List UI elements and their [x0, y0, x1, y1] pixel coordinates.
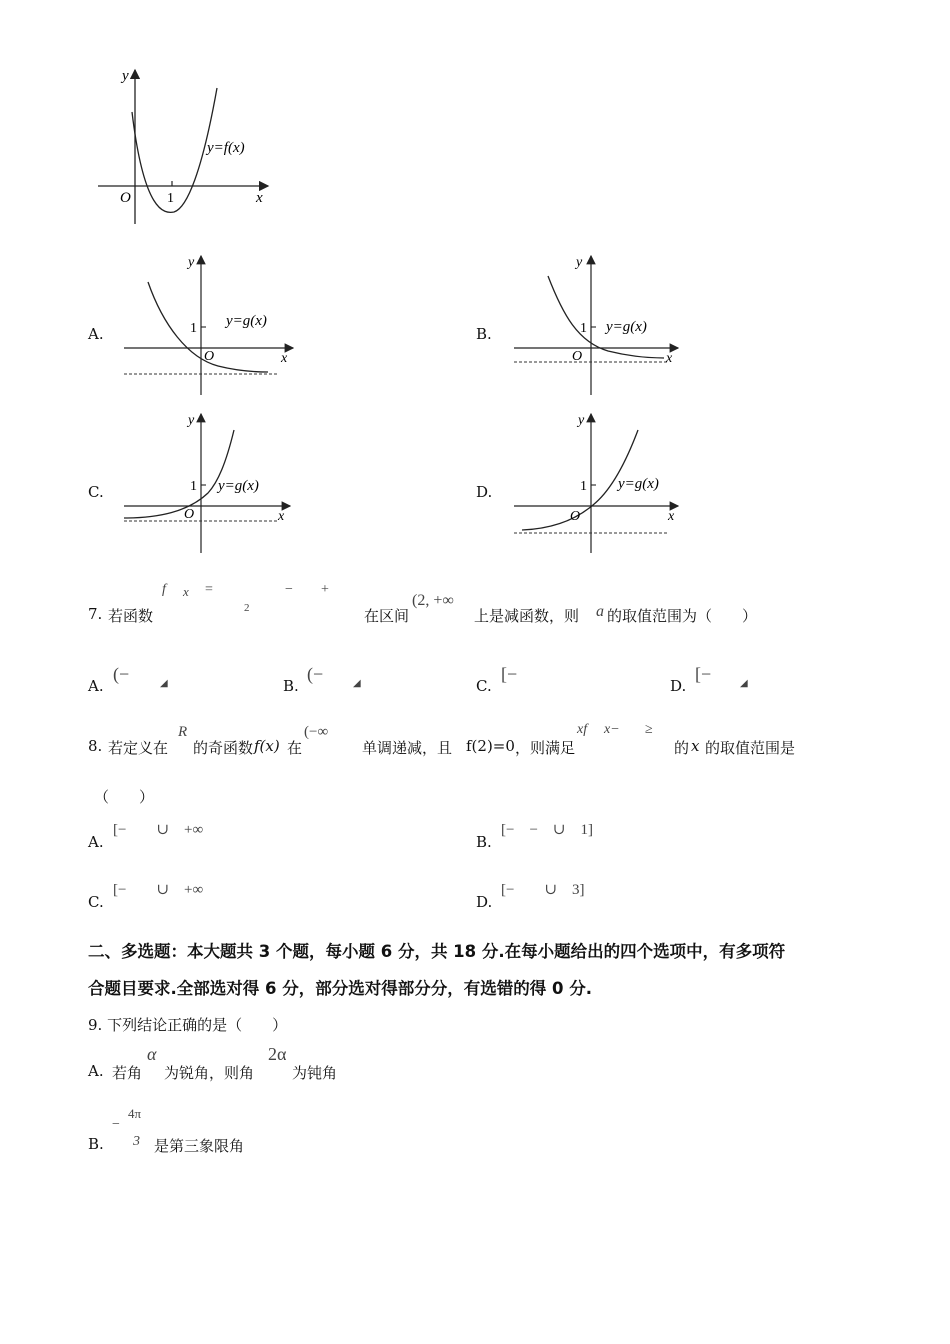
q7-mid: 在区间	[364, 607, 410, 625]
q9-option-a-mid: 为锐角，则角	[164, 1064, 255, 1082]
graph-option-d[interactable]	[508, 408, 688, 558]
curve-f	[132, 88, 217, 212]
x-label: x	[278, 509, 285, 524]
q8-x: x	[691, 737, 700, 755]
graph-option-a[interactable]	[118, 250, 298, 400]
q7-option-d-expr: [−	[695, 664, 712, 684]
q7-option-d-mark: ◢	[740, 678, 748, 689]
q9-option-a-letter[interactable]: A.	[88, 1062, 104, 1080]
q9-b-den: 3	[133, 1134, 140, 1149]
curve-label: y=g(x)	[218, 478, 259, 494]
y-label: y	[578, 413, 585, 428]
curve-label: y=f(x)	[207, 140, 245, 156]
origin-label: O	[204, 349, 215, 364]
x-label: x	[281, 351, 288, 366]
q7-option-a-expr: (−	[113, 664, 130, 684]
origin-label: O	[120, 190, 131, 206]
q9-alpha: α	[147, 1044, 157, 1064]
section-2-heading-line2: 合题目要求.全部选对得 6 分，部分选对得部分分，有选错的得 0 分.	[88, 979, 592, 998]
origin-label: O	[184, 507, 195, 522]
q7-option-d-letter[interactable]: D.	[670, 677, 687, 695]
x-label: x	[666, 351, 673, 366]
q9-option-a-pre: 若角	[112, 1064, 143, 1082]
q8-ineq-c: ≥	[645, 722, 653, 737]
q9-b-minus: −	[112, 1117, 120, 1132]
q8-number: 8.	[88, 737, 103, 755]
q7-option-c-expr: [−	[501, 664, 518, 684]
q7-two: 2	[244, 602, 250, 614]
y-label: y	[188, 255, 195, 270]
x-label: x	[668, 509, 675, 524]
q8-R: R	[178, 724, 188, 740]
q8-option-d-letter[interactable]: D.	[476, 893, 493, 911]
q8-option-a-expr: [− ∪ +∞	[113, 822, 204, 838]
y-label: y	[188, 413, 195, 428]
one-label: 1	[190, 321, 197, 336]
q7-option-a-letter[interactable]: A.	[88, 677, 104, 695]
q8-ineq-b: x−	[604, 722, 620, 737]
origin-label: O	[572, 349, 583, 364]
q7-prefix: 若函数	[108, 607, 154, 625]
q8-option-a-letter[interactable]: A.	[88, 833, 104, 851]
q8-neginf: (−∞	[304, 724, 329, 740]
section-2-heading-line1: 二、多选题：本大题共 3 个题，每小题 6 分，共 18 分.在每小题给出的四个选项中，有多项符	[88, 942, 786, 961]
option-a-letter: A.	[88, 325, 104, 343]
q8-option-c-expr: [− ∪ +∞	[113, 882, 204, 898]
q7-tail: 的取值范围为（ ）	[607, 607, 758, 625]
curve-label: y=g(x)	[226, 313, 267, 329]
q9-b-num: 4π	[128, 1106, 142, 1121]
q8-paren: （ ）	[94, 788, 155, 806]
q9-option-b-post: 是第三象限角	[154, 1137, 245, 1155]
q7-f: f	[162, 582, 166, 597]
q8-fx: f(x)	[254, 737, 280, 755]
one-label: 1	[167, 191, 174, 206]
q7-a: a	[596, 603, 604, 620]
q8-mid4: ，则满足	[515, 739, 576, 757]
q7-option-a-mark: ◢	[160, 678, 168, 689]
q7-minus: −	[285, 582, 293, 597]
x-label: x	[256, 190, 263, 206]
graph-option-b[interactable]	[508, 250, 688, 400]
q7-option-b-letter[interactable]: B.	[283, 677, 299, 695]
one-label: 1	[580, 479, 587, 494]
q8-option-d-expr: [− ∪ 3]	[501, 882, 585, 898]
q9-stem: 9. 下列结论正确的是（ ）	[88, 1016, 288, 1034]
q7-option-c-letter[interactable]: C.	[476, 677, 492, 695]
q7-interval: (2, +∞	[412, 592, 454, 609]
q8-tail: 的取值范围是	[705, 739, 796, 757]
q8-prefix: 若定义在	[108, 739, 169, 757]
curve-label: y=g(x)	[606, 319, 647, 335]
q9-two-alpha: 2α	[268, 1044, 287, 1064]
q8-ineq-a: xf	[577, 722, 588, 737]
q8-mid3: 单调递减，且	[362, 739, 453, 757]
one-label: 1	[580, 321, 587, 336]
q8-mid5: 的	[674, 739, 690, 757]
q7-option-b-expr: (−	[307, 664, 324, 684]
option-c-letter: C.	[88, 483, 104, 501]
q9-option-b-letter[interactable]: B.	[88, 1135, 104, 1153]
y-label: y	[122, 68, 129, 84]
q7-plus: +	[321, 582, 329, 597]
q8-option-b-expr: [− − ∪ 1]	[501, 822, 593, 838]
q7-x: x	[183, 584, 189, 599]
one-label: 1	[190, 479, 197, 494]
option-b-letter: B.	[476, 325, 492, 343]
q7-post: 上是减函数，则	[474, 607, 580, 625]
q9-option-a-post: 为钝角	[292, 1064, 338, 1082]
q7-option-b-mark: ◢	[353, 678, 361, 689]
q8-f2: f(2)=0	[466, 737, 515, 755]
q8-option-c-letter[interactable]: C.	[88, 893, 104, 911]
q7-number: 7.	[88, 605, 103, 623]
q8-mid2: 在	[287, 739, 303, 757]
graph-f	[92, 62, 282, 232]
graph-option-c[interactable]	[118, 408, 298, 558]
q8-option-b-letter[interactable]: B.	[476, 833, 492, 851]
option-d-letter: D.	[476, 483, 493, 501]
y-label: y	[576, 255, 583, 270]
q7-eq: =	[205, 582, 213, 597]
curve-label: y=g(x)	[618, 476, 659, 492]
q8-mid1: 的奇函数	[193, 739, 254, 757]
origin-label: O	[570, 509, 581, 524]
